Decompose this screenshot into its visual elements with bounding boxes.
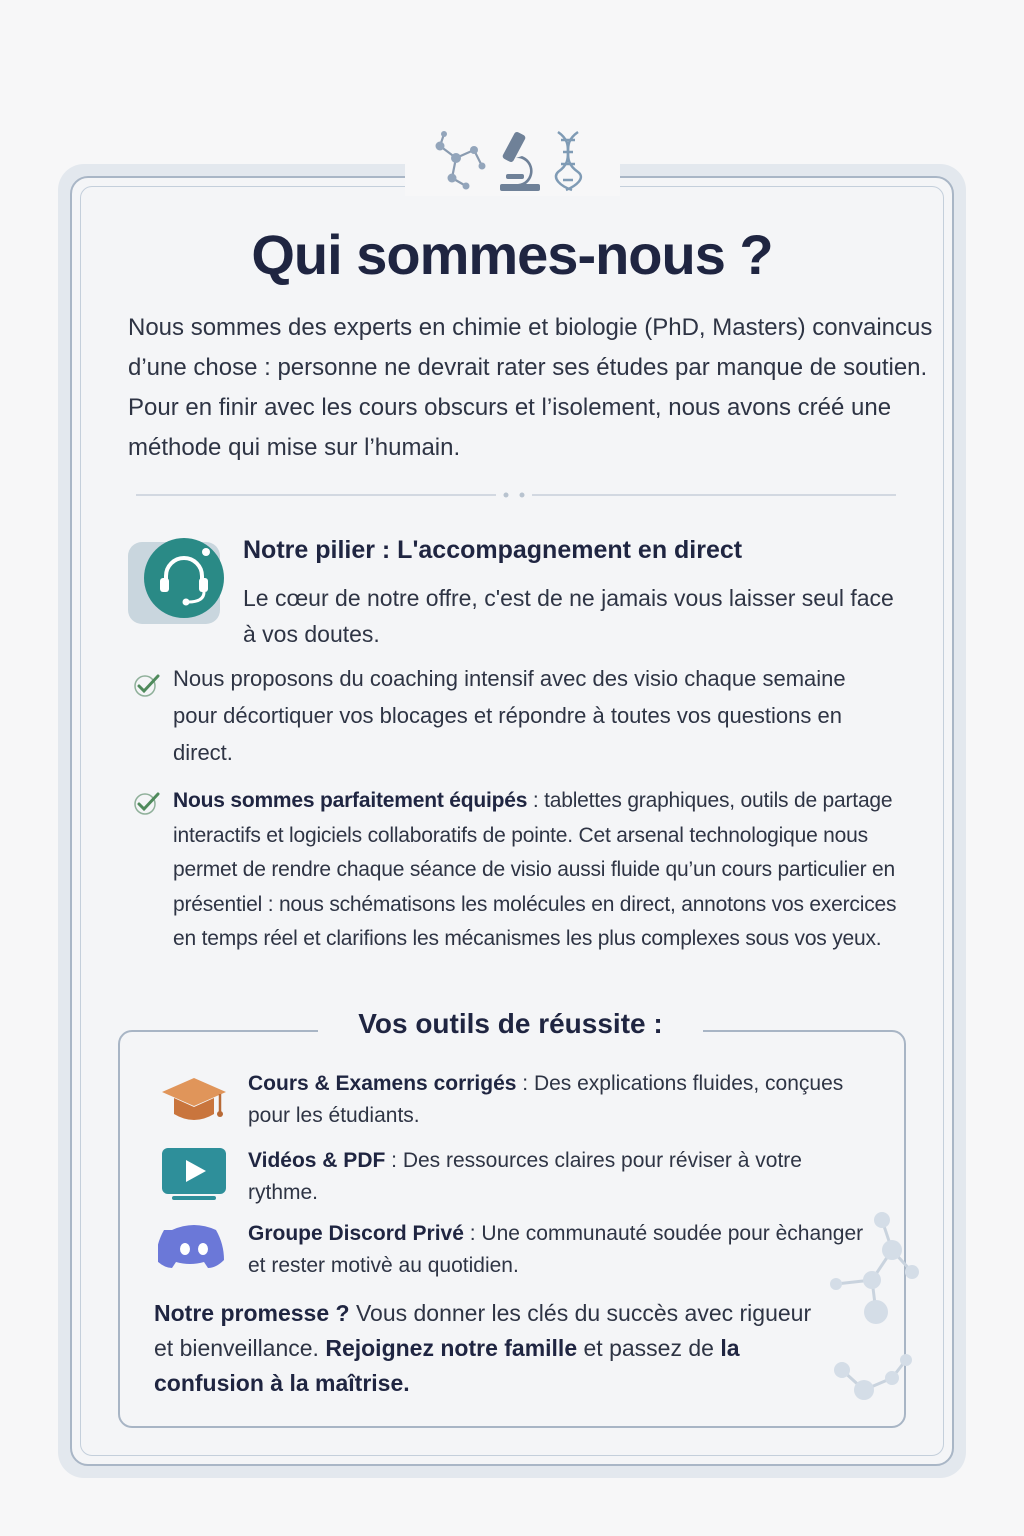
tool-discord — [248, 1218, 868, 1282]
checkmark-icon — [132, 790, 162, 816]
tool-videos-text: : Des ressources claires pour réviser à votre rythme. — [248, 1149, 802, 1204]
tool-discord-text: : Une communauté soudée pour èchanger et rester motivè au quotidien. — [248, 1222, 864, 1277]
section-divider — [136, 488, 896, 502]
promise-bold-1: Notre promesse ? — [154, 1300, 350, 1326]
promise-text-2: et passez de — [577, 1335, 721, 1361]
intro-paragraph: Nous sommes des experts en chimie et biologie (PhD, Masters) convaincus d’une chose : personne ne devrait rater ses études par manque de soutien. Pour en finir avec les cours obscurs et l’isolement, nous avons créé une méthode qui mise sur l’humain. — [128, 314, 933, 461]
tool-videos-bold: Vidéos & PDF — [248, 1149, 386, 1172]
bullet-equipment-text: : tablettes graphiques, outils de partage interactifs et logiciels collaboratifs de pointe. Cet arsenal technologique nous permet de rendre chaque séance de visio aussi fluide qu’un cours particulier en présentiel : nous schématisons les molécules en direct, annotons vos exercices en temps réel et clarifions les mécanismes les plus complexes sous vos yeux. — [173, 789, 897, 951]
pillar-title: Notre pilier : L'accompagnement en direct — [243, 536, 743, 564]
bullet-coaching — [173, 660, 893, 771]
promise-paragraph — [154, 1296, 834, 1401]
tools-title: Vos outils de réussite : — [358, 1008, 663, 1039]
tool-courses-text: : Des explications fluides, conçues pour les étudiants. — [248, 1072, 844, 1127]
headset-support-icon — [128, 538, 226, 626]
bullet-coaching-text: Nous proposons du coaching intensif avec des visio chaque semaine pour décortiquer vos blocages et répondre à toutes vos questions en direct. — [173, 666, 846, 765]
dna-icon — [556, 132, 581, 190]
tool-courses-bold: Cours & Examens corrigés — [248, 1072, 517, 1095]
video-play-icon — [158, 1142, 230, 1206]
promise-bold-3: la confusion à la maîtrise. — [154, 1335, 740, 1396]
promise-text-1: Vous donner les clés du succès avec rigueur et bienveillance. — [154, 1300, 812, 1361]
graduation-cap-icon — [158, 1068, 230, 1132]
pillar-description: Le cœur de notre offre, c'est de ne jamais vous laisser seul face à vos doutes. — [243, 585, 894, 647]
tool-discord-bold: Groupe Discord Privé — [248, 1222, 464, 1245]
checkmark-icon — [132, 672, 162, 698]
tool-videos — [248, 1145, 868, 1209]
promise-bold-2: Rejoignez notre famille — [325, 1335, 578, 1361]
bullet-equipment-bold: Nous sommes parfaitement équipés — [173, 789, 528, 812]
bullet-equipment — [173, 784, 923, 957]
discord-icon — [158, 1214, 230, 1278]
molecule-icon — [440, 134, 482, 186]
page-title: Qui sommes-nous ? — [251, 223, 773, 286]
microscope-icon — [500, 131, 540, 191]
molecule-decoration-icon — [812, 1200, 932, 1420]
science-icons — [426, 128, 596, 194]
tool-courses — [248, 1068, 868, 1132]
